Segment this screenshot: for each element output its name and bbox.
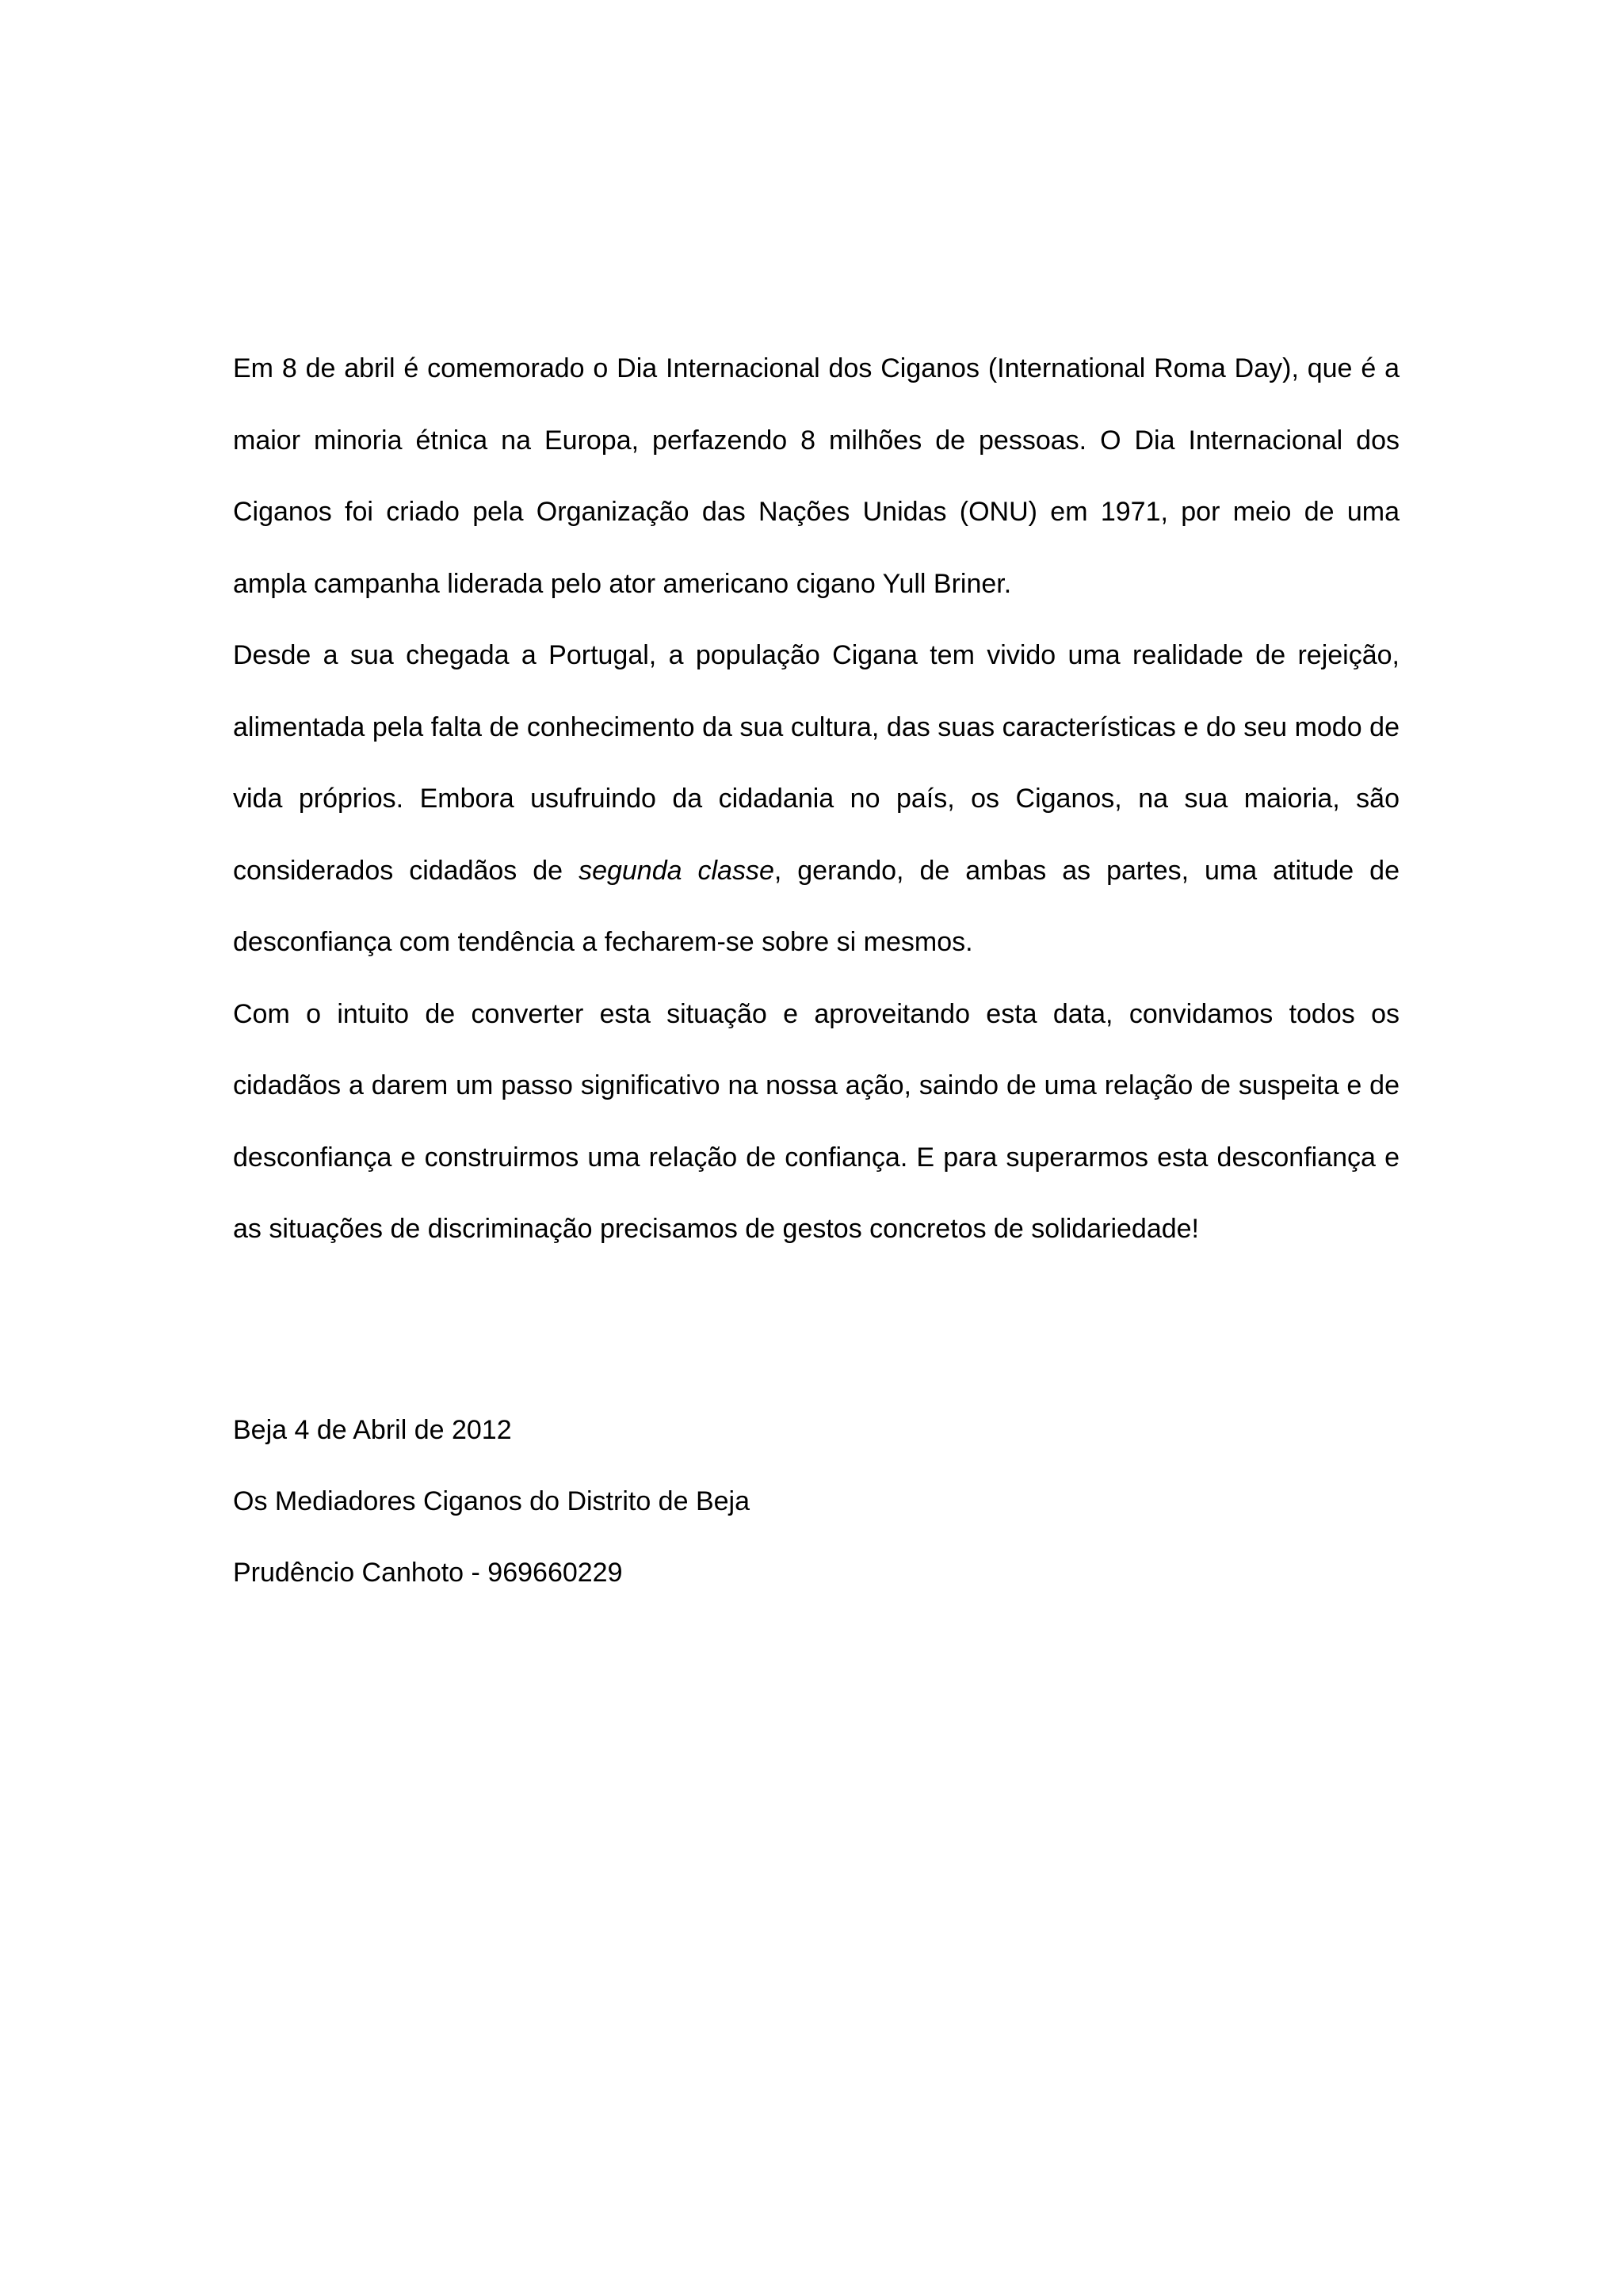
paragraph-portugal-context: [233, 620, 1400, 978]
paragraph-international-roma-day: Em 8 de abril é comemorado o Dia Internacional dos Ciganos (International Roma Day), que é a maior minoria étnica na Europa, perfazendo 8 milhões de pessoas. O Dia Internacional dos Ciganos foi criado pela Organização das Nações Unidas (ONU) em 1971, por meio de uma ampla campanha liderada pelo ator americano cigano Yull Briner.: [233, 353, 1400, 599]
document-body: [233, 333, 1400, 1265]
signature-date-line: Beja 4 de Abril de 2012: [233, 1415, 512, 1445]
paragraph-portugal-context-text-end: , gerando, de ambas as partes, uma atitude de desconfiança com tendência a fecharem-se sobre si mesmos.: [233, 855, 1400, 957]
paragraph-call-to-solidarity: Com o intuito de converter esta situação e aproveitando esta data, convidamos todos os cidadãos a darem um passo significativo na nossa ação, saindo de uma relação de suspeita e de desconfiança e construirmos uma relação de confiança. E para superarmos esta desconfiança e as situações de discriminação precisamos de gestos concretos de solidariedade!: [233, 998, 1400, 1244]
paragraph-portugal-context-text-start: Desde a sua chegada a Portugal, a população Cigana tem vivido uma realidade de rejeição, alimentada pela falta de conhecimento da sua cultura, das suas características e do seu modo de vida próprios. Embora usufruindo da cidadania no país, os Ciganos, na sua maioria, são considerados cidadãos de: [233, 640, 1400, 886]
signature-block: [233, 1394, 1400, 1608]
signature-contact-line: Prudêncio Canhoto - 969660229: [233, 1558, 623, 1588]
italic-phrase-segunda-classe: segunda classe: [579, 855, 774, 886]
signature-organization-line: Os Mediadores Ciganos do Distrito de Beja: [233, 1486, 750, 1516]
